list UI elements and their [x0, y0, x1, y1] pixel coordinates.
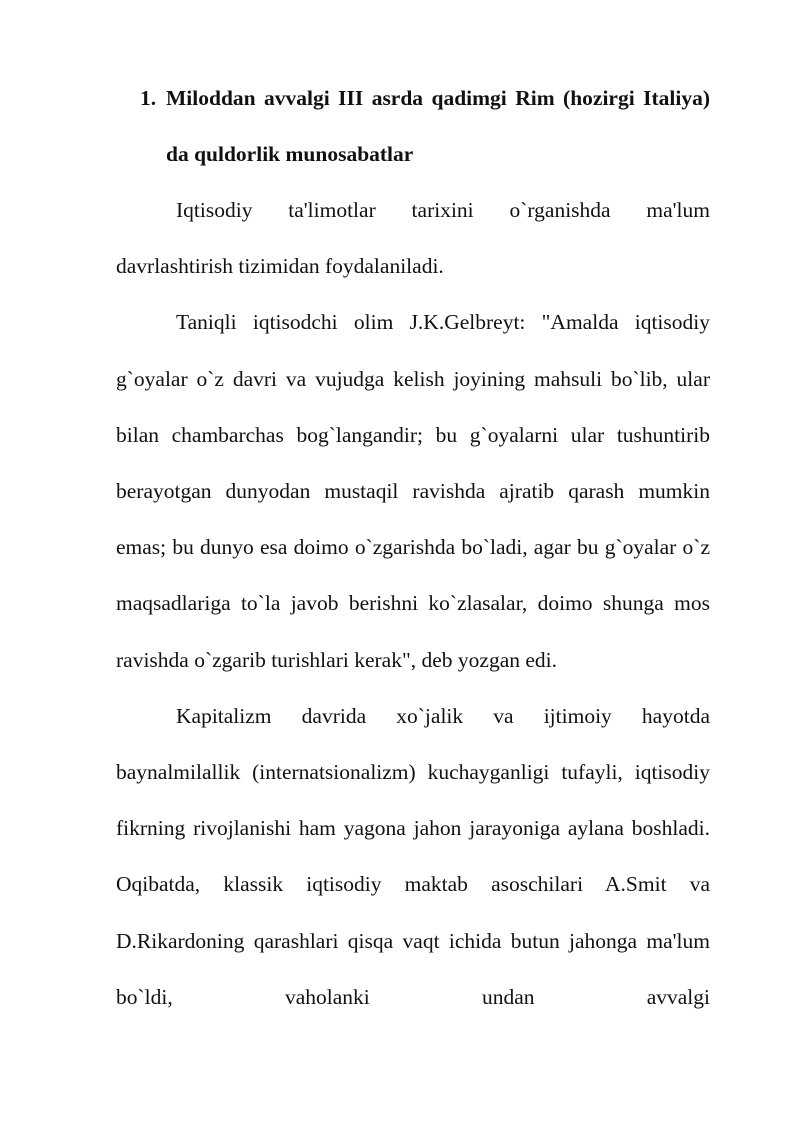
heading-number: 1. [140, 86, 157, 110]
paragraph: Kapitalizm davrida xo`jalik va ijtimoiy hayotda baynalmilallik (internatsionalizm) kuchayganligi tufayli, iqtisodiy fikrning rivojlanishi ham yagona jahon jarayoniga aylana boshladi. Oqibatda, klassik iqtisodiy maktab asoschilari A.Smit va D.Rikardoning qarashlari qisqa vaqt ichida butun jahonga ma'lum bo`ldi, vaholanki undan avvalgi [116, 703, 710, 1009]
paragraph: Iqtisodiy ta'limotlar tarixini o`rganishda ma'lum davrlashtirish tizimidan foydalaniladi. [116, 198, 710, 279]
document-page [116, 70, 710, 1025]
section-heading [116, 70, 710, 182]
paragraph: Taniqli iqtisodchi olim J.K.Gelbreyt: "Amalda iqtisodiy g`oyalar o`z davri va vujudga kelish joyining mahsuli bo`lib, ular bilan chambarchas bog`langandir; bu g`oyalarni ular tushuntirib berayotgan dunyodan mustaqil ravishda ajratib qarash mumkin emas; bu dunyo esa doimo o`zgarishda bo`ladi, agar bu g`oyalar o`z maqsadlariga to`la javob berishni ko`zlasalar, doimo shunga mos ravishda o`zgarib turishlari kerak", deb yozgan edi. [116, 310, 710, 672]
heading-text: Miloddan avvalgi III asrda qadimgi Rim (hozirgi Italiya) da quldorlik munosabatlar [166, 86, 710, 166]
